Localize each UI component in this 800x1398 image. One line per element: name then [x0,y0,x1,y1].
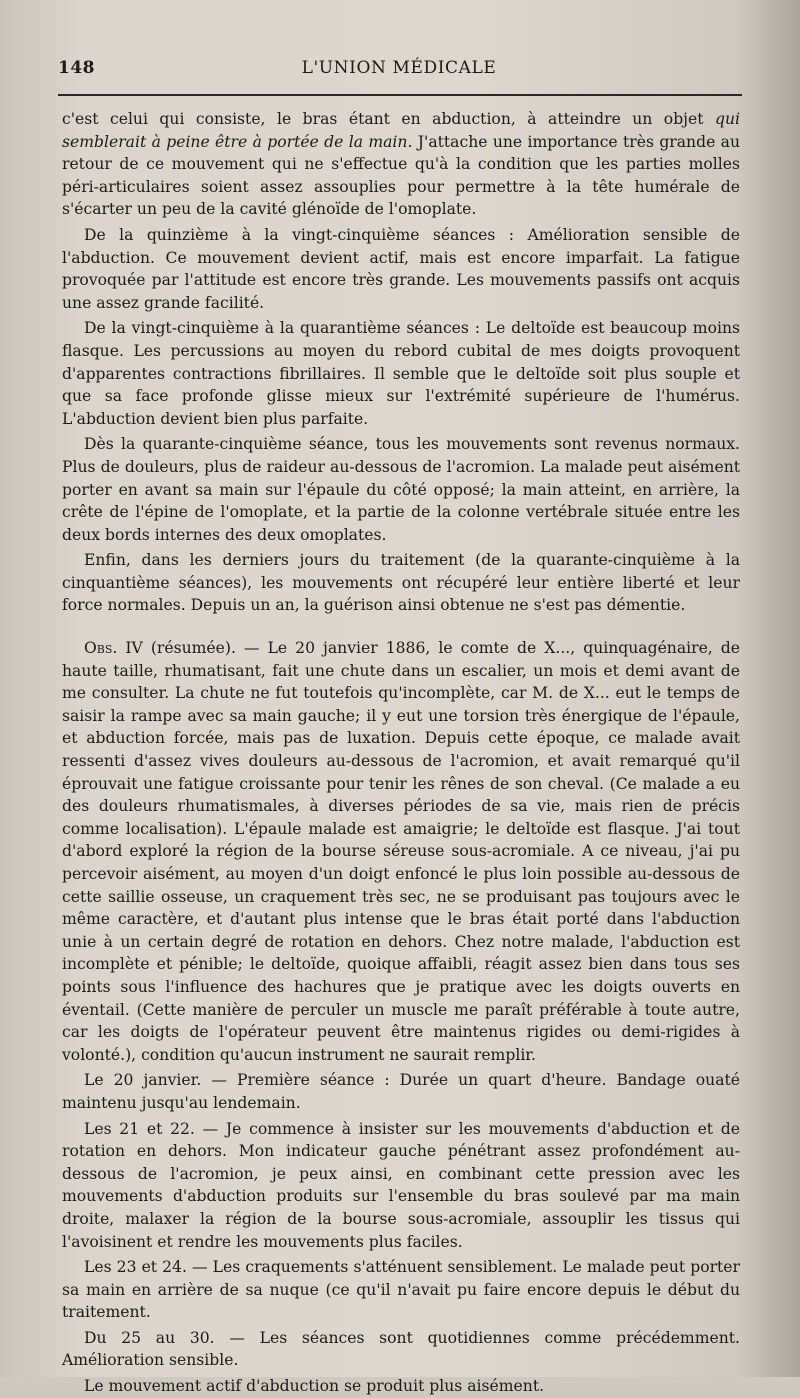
observation-label: Obs. [84,639,118,658]
paragraph-11: Le mouvement actif d'abduction se produit plus aisément. [84,1377,545,1396]
article-body [62,108,740,1398]
page-header [58,58,740,86]
paragraph-8: Les 21 et 22. — Je commence à insister sur les mouvements d'abduction et de rotation en dehors. Mon indicateur gauche pénétrant assez profondément au-dessous de l'acromion, je peux ainsi, en combinant cette pression avec les mouvements d'abduction produits sur l'ensemble du bras soulevé par ma main droite, malaxer la région de la bourse sous-acromiale, assouplir les tissus qui l'avoisinent et rendre les mouvements plus faciles. [62,1119,740,1251]
header-rule [58,94,742,96]
observation-iv [62,637,740,1066]
page-number: 148 [58,58,95,78]
paragraph-1-continuation: J'attache une importance très grande au retour de ce mouvement qui ne s'effectue qu'à la condition que les parties molles péri-articulaires soient assez assouplies pour permettre à la tête humérale de s'écarter un peu de la cavité glénoïde de l'omoplate. [62,132,741,219]
paragraph-1 [62,108,740,221]
paragraph-10: Du 25 au 30. — Les séances sont quotidiennes comme précédemment. Amélioration sensible. [62,1328,740,1370]
observation-text: IV (résumée). — Le 20 janvier 1886, le comte de X..., quinquagénaire, de haute taille, rhumatisant, fait une chute dans un escalier, un mois et demi avant de me consulter. La chute ne fut toutefois qu'incomplète, car M. de X... eut le temps de saisir la rampe avec sa main gauche; il y eut une torsion très énergique de l'épaule, et abduction forcée, mais pas de luxation. Depuis cette époque, ce malade avait ressenti d'assez vives douleurs au-dessous de l'acromion, et avait remarqué qu'il éprouvait une fatigue croissante pour tenir les rênes de son cheval. (Ce malade a eu des douleurs rhumatismales, à diverses périodes de sa vie, mais rien de précis comme localisation). L'épaule malade est amaigrie; le deltoïde est flasque. J'ai tout d'abord exploré la région de la bourse séreuse sous-acromiale. A ce niveau, j'ai pu percevoir aisément, au moyen d'un doigt enfoncé le plus loin possible au-dessous de cette saillie osseuse, un craquement très sec, ne se produisant pas toujours avec le même caractère, et d'autant plus intense que le bras était porté dans l'abduction unie à un certain degré de rotation en dehors. Chez notre malade, l'abduction est incomplète et pénible; le deltoïde, quoique affaibli, réagit assez bien dans tous ses points sous l'influence des hachures que je pratique avec les doigts ouverts en éventail. (Cette manière de perculer un muscle me paraît préférable à toute autre, car les doigts de l'opérateur peuvent être maintenus rigides ou demi-rigides à volonté.), condition qu'aucun instrument ne saurait remplir. [62,639,740,1064]
paragraph-2: De la quinzième à la vingt-cinquième séances : Amélioration sensible de l'abduction. Ce mouvement devient actif, mais est encore imparfait. La fatigue provoquée par l'attitude est encore très grande. Les mouvements passifs ont acquis une assez grande facilité. [62,225,740,312]
paragraph-7: Le 20 janvier. — Première séance : Durée un quart d'heure. Bandage ouaté maintenu jusqu'au lendemain. [62,1071,740,1112]
paragraph-9: Les 23 et 24. — Les craquements s'atténuent sensiblement. Le malade peut porter sa main en arrière de sa nuque (ce qu'il n'avait pu faire encore depuis le début du traitement. [62,1258,740,1322]
paragraph-5: Enfin, dans les derniers jours du traitement (de la quarante-cinquième à la cinquantième séances), les mouvements ont récupéré leur entière liberté et leur force normales. Depuis un an, la guérison ainsi obtenue ne s'est pas démentie. [62,551,740,615]
paragraph-1-text: c'est celui qui consiste, le bras étant en abduction, à atteindre un objet [62,110,715,128]
paragraph-1-italic: qui semblerait à peine être à portée de la main. [62,110,740,151]
paragraph-3: De la vingt-cinquième à la quarantième séances : Le deltoïde est beaucoup moins flasque. Les percussions au moyen du rebord cubital de mes doigts provoquent d'apparentes contractions fibrillaires. Il semble que le deltoïde soit plus souple et que sa face profonde glisse mieux sur l'extrémité supérieure de l'humérus. L'abduction devient bien plus parfaite. [62,319,740,428]
paragraph-4: Dès la quarante-cinquième séance, tous les mouvements sont revenus normaux. Plus de douleurs, plus de raideur au-dessous de l'acromion. La malade peut aisément porter en avant sa main sur l'épaule du côté opposé; la main atteint, en arrière, la crête de l'épine de l'omoplate, et la partie de la colonne vertébrale située entre les deux bords internes des deux omoplates. [62,435,740,544]
journal-title: L'UNION MÉDICALE [301,58,497,78]
